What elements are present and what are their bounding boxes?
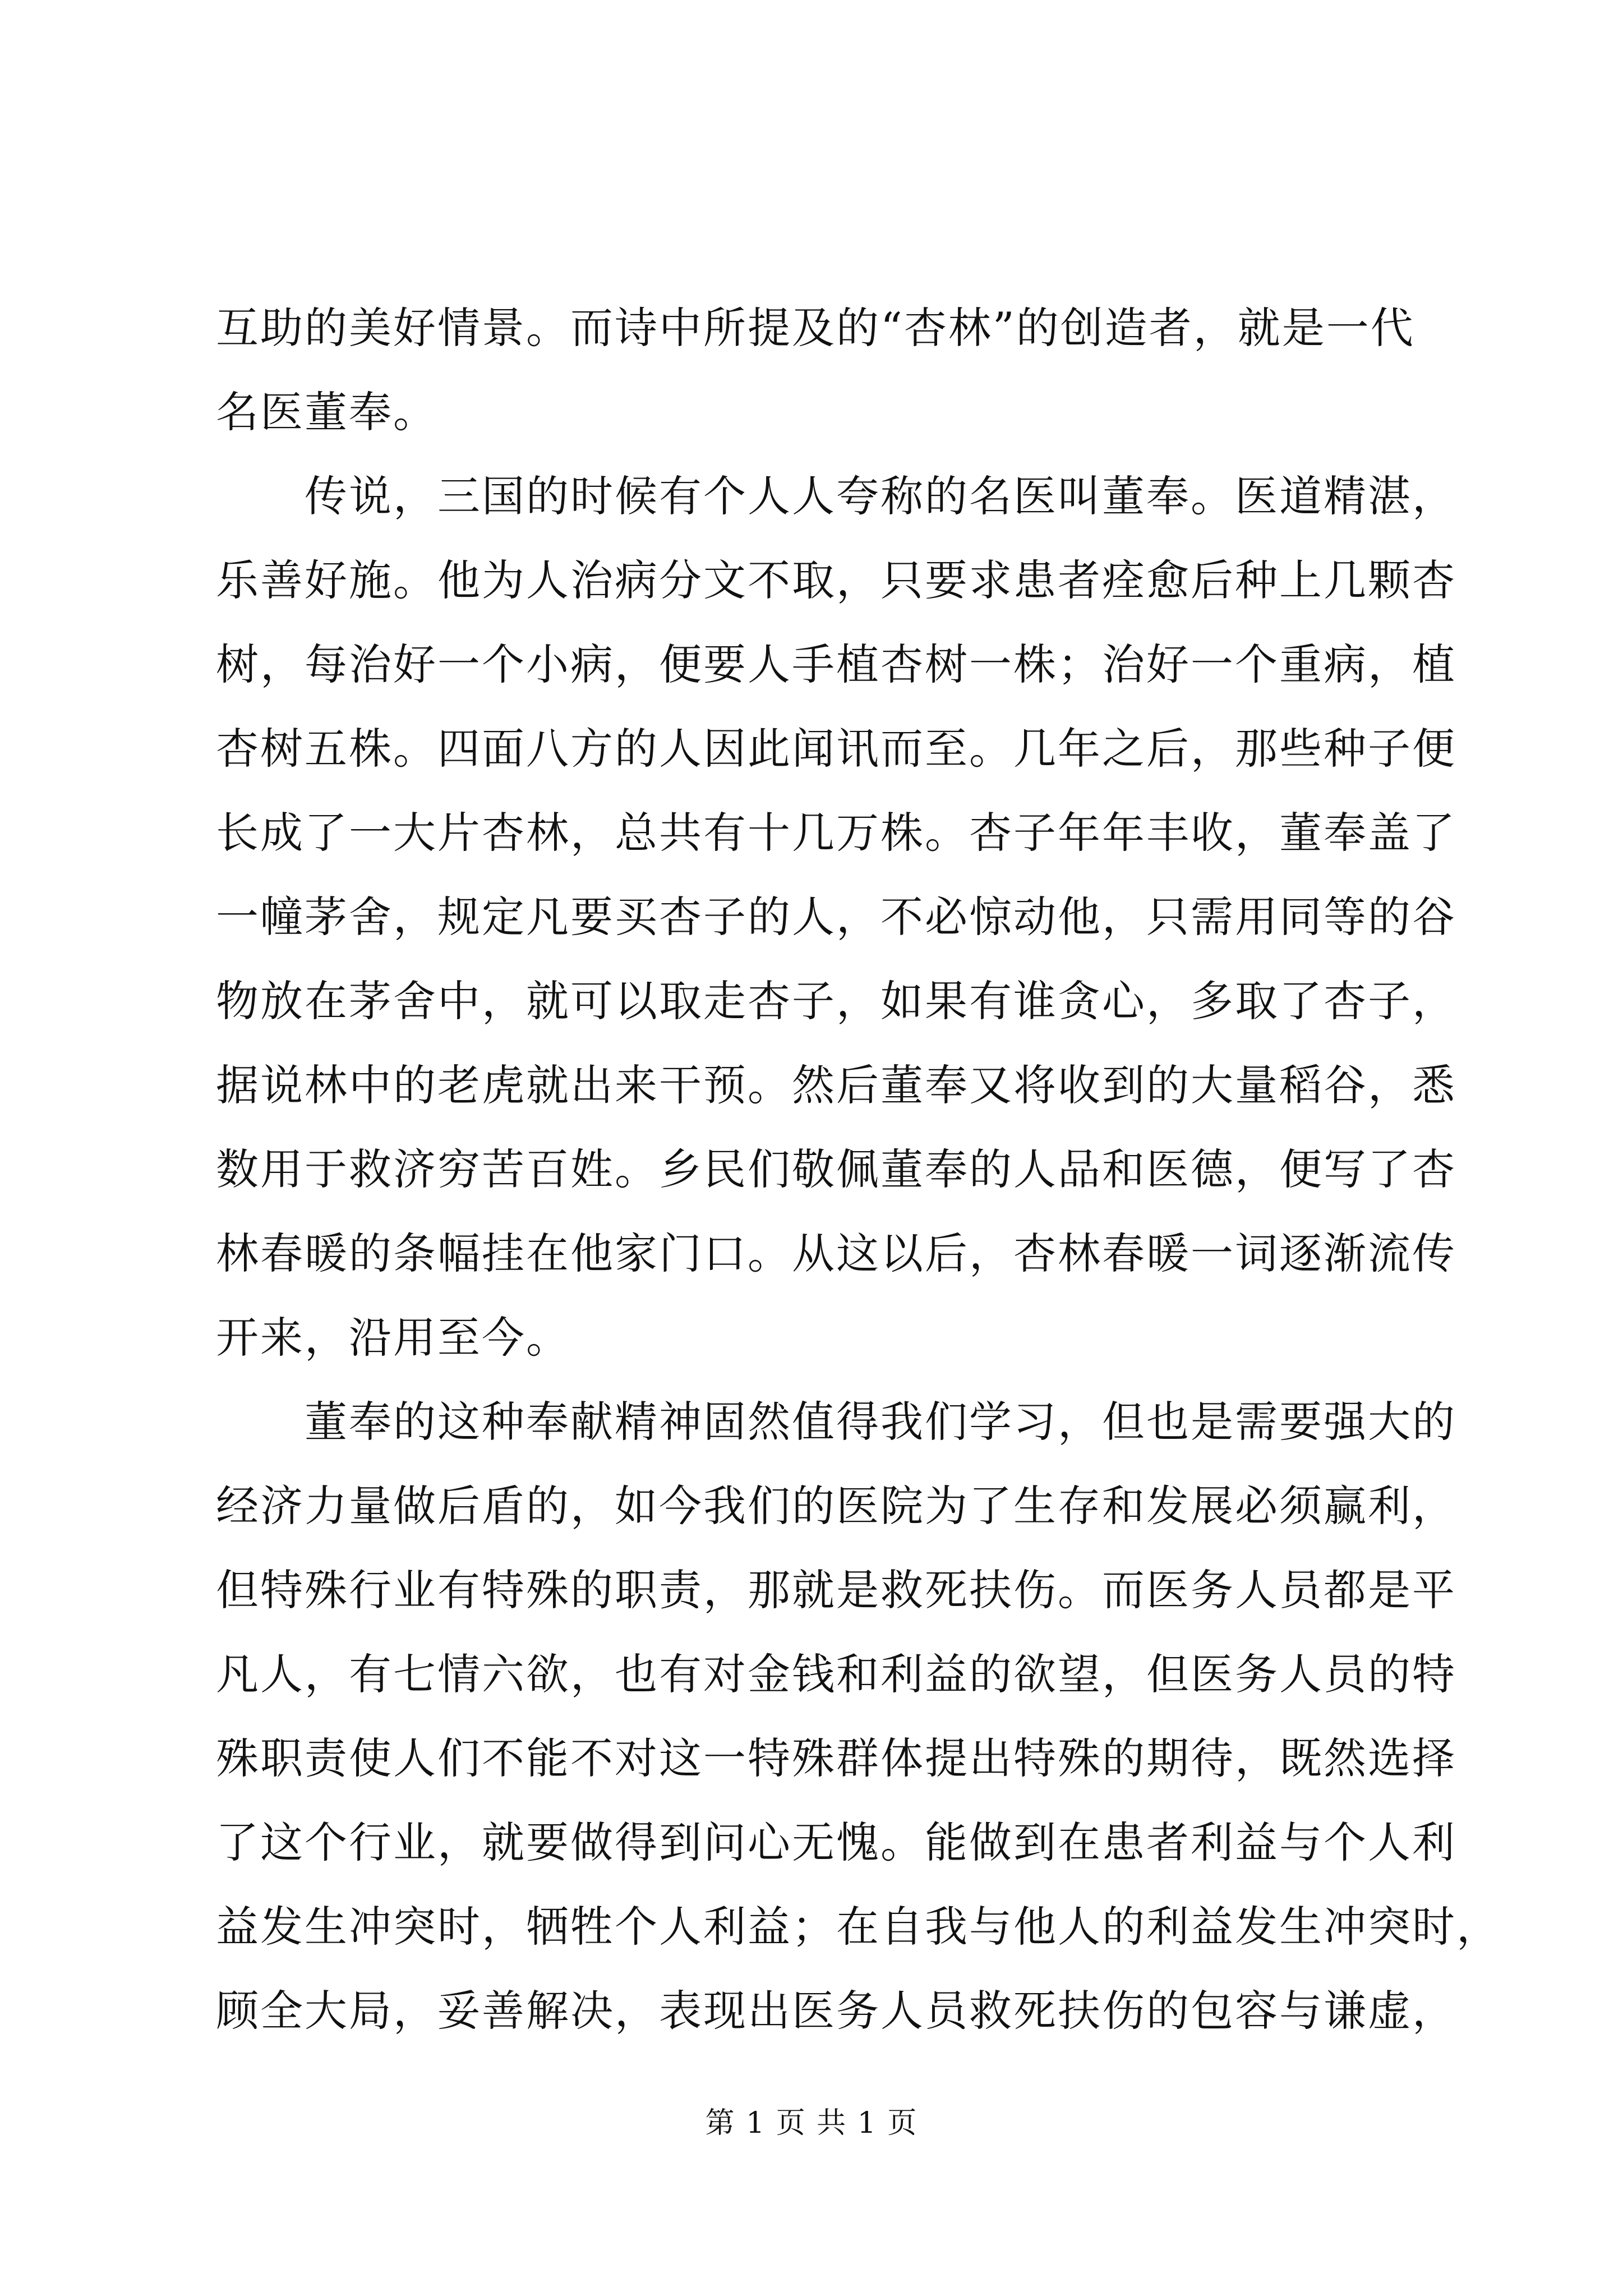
text-line: 互助的美好情景。而诗中所提及的“杏林”的创造者，就是一代 — [216, 303, 1415, 353]
text-line: 长成了一大片杏林，总共有十几万株。杏子年年丰收，董奉盖了 — [216, 808, 1456, 858]
text-line: 凡人，有七情六欲，也有对金钱和利益的欲望，但医务人员的特 — [216, 1649, 1456, 1699]
text-line: 传说，三国的时候有个人人夸称的名医叫董奉。医道精湛， — [216, 471, 1456, 521]
text-line: 据说林中的老虎就出来干预。然后董奉又将收到的大量稻谷，悉 — [216, 1060, 1456, 1110]
text-line: 杏树五株。四面八方的人因此闻讯而至。几年之后，那些种子便 — [216, 724, 1456, 774]
text-line: 开来，沿用至今。 — [216, 1313, 570, 1363]
text-line: 林春暖的条幅挂在他家门口。从这以后，杏林春暖一词逐渐流传 — [216, 1228, 1456, 1278]
text-line: 董奉的这种奉献精神固然值得我们学习，但也是需要强大的 — [216, 1397, 1456, 1447]
text-line: 殊职责使人们不能不对这一特殊群体提出特殊的期待，既然选择 — [216, 1733, 1456, 1783]
text-line: 了这个行业，就要做得到问心无愧。能做到在患者利益与个人利 — [216, 1818, 1456, 1867]
text-line: 名医董奉。 — [216, 387, 437, 437]
text-line: 但特殊行业有特殊的职责，那就是救死扶伤。而医务人员都是平 — [216, 1565, 1456, 1615]
text-line: 数用于救济穷苦百姓。乡民们敬佩董奉的人品和医德，便写了杏 — [216, 1144, 1456, 1194]
text-line: 树，每治好一个小病，便要人手植杏树一株；治好一个重病，植 — [216, 639, 1456, 689]
page-number-footer: 第 1 页 共 1 页 — [705, 2106, 918, 2140]
text-line: 益发生冲突时，牺牲个人利益；在自我与他人的利益发生冲突时， — [216, 1902, 1501, 1952]
text-line: 物放在茅舍中，就可以取走杏子，如果有谁贪心，多取了杏子， — [216, 976, 1456, 1026]
text-line: 经济力量做后盾的，如今我们的医院为了生存和发展必须赢利， — [216, 1481, 1456, 1531]
body-text — [216, 286, 1501, 2053]
text-line: 乐善好施。他为人治病分文不取，只要求患者痊愈后种上几颗杏 — [216, 555, 1456, 605]
text-line: 顾全大局，妥善解决，表现出医务人员救死扶伤的包容与谦虚， — [216, 1986, 1456, 2036]
text-line: 一幢茅舍，规定凡要买杏子的人，不必惊动他，只需用同等的谷 — [216, 892, 1456, 942]
